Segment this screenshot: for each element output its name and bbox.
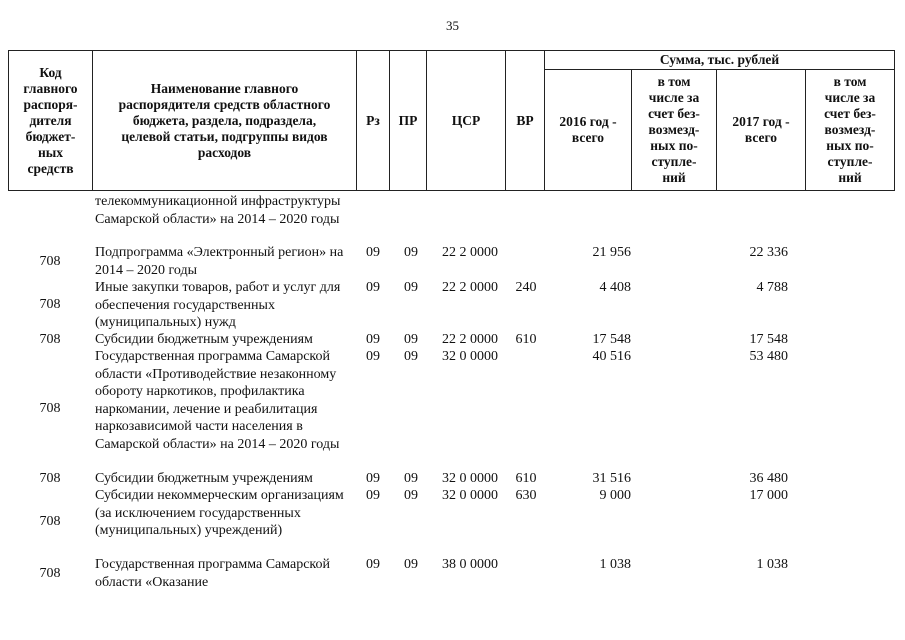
row-2-sum-2016: 4 408 — [599, 280, 631, 295]
header-pr: ПР — [389, 50, 427, 191]
row-7-code: 708 — [39, 566, 61, 581]
row-5-csr: 32 0 0000 — [442, 471, 498, 486]
row-5-pr: 09 — [404, 471, 418, 486]
row-6-csr: 32 0 0000 — [442, 488, 498, 503]
row-1-sum-2017: 22 336 — [749, 245, 788, 260]
row-6-sum-2016: 9 000 — [599, 488, 631, 503]
row-7-sum-2017: 1 038 — [756, 557, 788, 572]
header-csr: ЦСР — [426, 50, 506, 191]
header-vr: ВР — [505, 50, 545, 191]
row-5-sum-2017: 36 480 — [749, 471, 788, 486]
row-1-csr: 22 2 0000 — [442, 245, 498, 260]
header-2017-grants: в том числе за счет без- возмезд- ных по- ступле- ний — [805, 69, 895, 191]
row-7-sum-2016: 1 038 — [599, 557, 631, 572]
row-3-name: Субсидии бюджетным учреждениям — [95, 332, 313, 347]
header-name — [92, 50, 357, 191]
row-2-code: 708 — [39, 297, 61, 312]
row-6-pr: 09 — [404, 488, 418, 503]
row-2-csr: 22 2 0000 — [442, 280, 498, 295]
row-3-csr: 22 2 0000 — [442, 332, 498, 347]
row-1-sum-2016: 21 956 — [592, 245, 631, 260]
row-1-rz: 09 — [366, 245, 380, 260]
row-3-sum-2017: 17 548 — [749, 332, 788, 347]
row-3-code: 708 — [39, 332, 61, 347]
row-4-name: Государственная программа Самарской области «Противодействие незаконному обороту наркотиков, профилактика наркомании, лечение и реабилитация наркозависимой части населения в Самарской области» на 2014 – 2020 годы — [95, 349, 340, 452]
row-4-sum-2016: 40 516 — [592, 349, 631, 364]
header-code — [8, 50, 93, 191]
header-2016-total: 2016 год - всего — [544, 69, 632, 191]
header-name-text: Наименование главного распорядителя средств областного бюджета, раздела, подраздела, целевой статьи, подгруппы видов расходов — [118, 80, 331, 160]
row-1-pr: 09 — [404, 245, 418, 260]
row-4-rz: 09 — [366, 349, 380, 364]
row-5-rz: 09 — [366, 471, 380, 486]
row-4-pr: 09 — [404, 349, 418, 364]
row-3-vr: 610 — [515, 332, 537, 347]
header-sum-title: Сумма, тыс. рублей — [544, 50, 895, 70]
row-1-code: 708 — [39, 254, 61, 269]
row-2-rz: 09 — [366, 280, 380, 295]
row-4-csr: 32 0 0000 — [442, 349, 498, 364]
row-5-code: 708 — [39, 471, 61, 486]
row-7-rz: 09 — [366, 557, 380, 572]
row-4-sum-2017: 53 480 — [749, 349, 788, 364]
row-3-sum-2016: 17 548 — [592, 332, 631, 347]
row-7-name: Государственная программа Самарской области «Оказание — [95, 557, 331, 590]
header-code-text: Код главного распоря- дителя бюджет- ных средств — [23, 64, 78, 176]
row-5-sum-2016: 31 516 — [592, 471, 631, 486]
row-6-name: Субсидии некоммерческим организациям (за исключением государственных (муниципальных) учреждений) — [95, 488, 344, 538]
row-5-name: Субсидии бюджетным учреждениям — [95, 471, 313, 486]
row-2-sum-2017: 4 788 — [756, 280, 788, 295]
row-2-pr: 09 — [404, 280, 418, 295]
page-number: 35 — [446, 18, 459, 33]
row-0-name: телекоммуникационной инфраструктуры Самарской области» на 2014 – 2020 годы — [95, 194, 341, 227]
row-1-name: Подпрограмма «Электронный регион» на 2014 – 2020 годы — [95, 245, 344, 278]
row-3-rz: 09 — [366, 332, 380, 347]
row-2-vr: 240 — [515, 280, 537, 295]
row-5-vr: 610 — [515, 471, 537, 486]
header-2017-total: 2017 год - всего — [716, 69, 806, 191]
header-rz: Рз — [356, 50, 390, 191]
row-4-code: 708 — [39, 401, 61, 416]
row-6-code: 708 — [39, 514, 61, 529]
row-7-csr: 38 0 0000 — [442, 557, 498, 572]
row-6-rz: 09 — [366, 488, 380, 503]
header-2016-grants: в том числе за счет без- возмезд- ных по- ступле- ний — [631, 69, 717, 191]
row-6-sum-2017: 17 000 — [749, 488, 788, 503]
row-2-name: Иные закупки товаров, работ и услуг для обеспечения государственных (муниципальных) нужд — [95, 280, 341, 330]
row-6-vr: 630 — [515, 488, 537, 503]
row-7-pr: 09 — [404, 557, 418, 572]
row-3-pr: 09 — [404, 332, 418, 347]
